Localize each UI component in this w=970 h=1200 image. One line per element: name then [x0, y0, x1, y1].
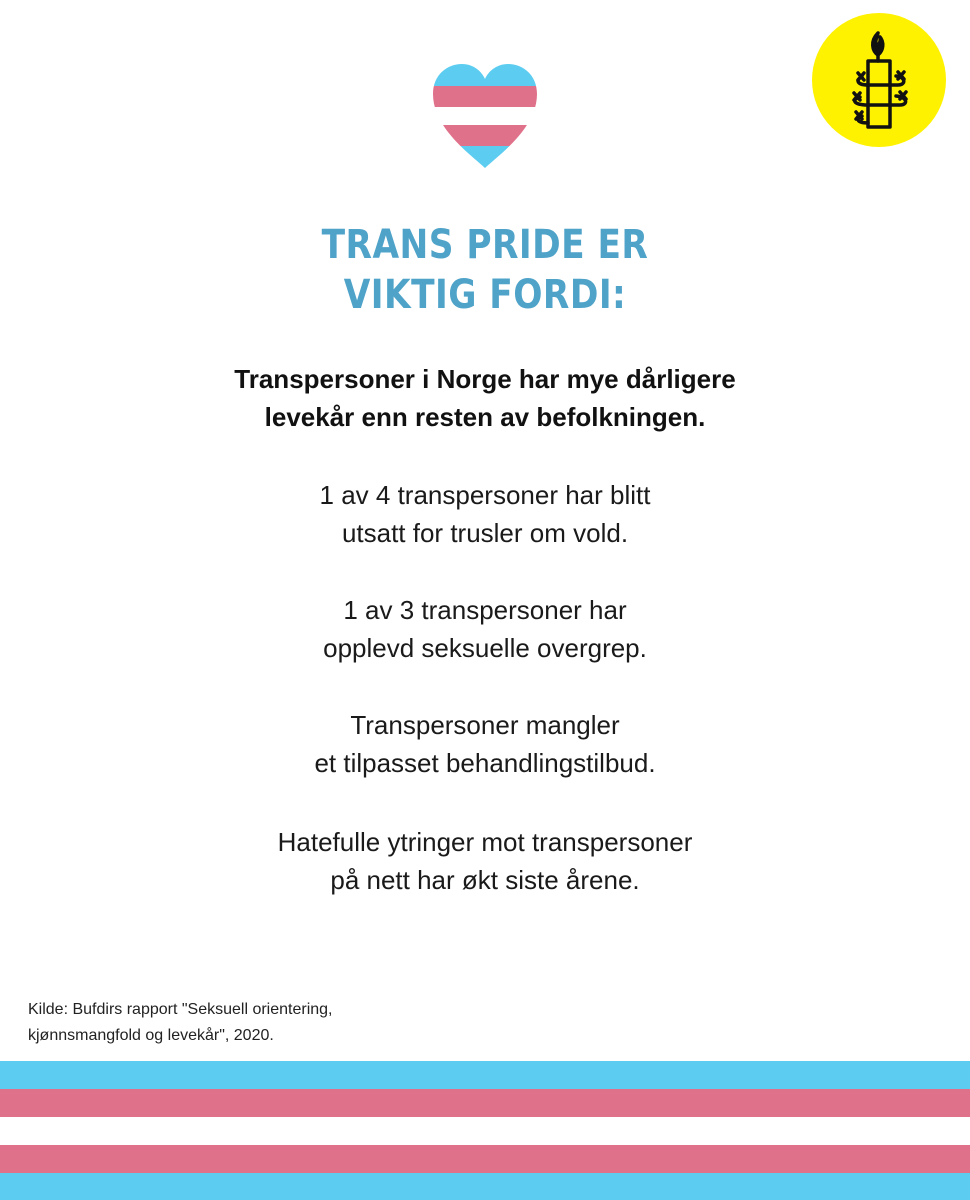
source-citation	[28, 997, 333, 1049]
title-line-2: VIKTIG FORDI:	[343, 272, 627, 318]
fact-line-1: 1 av 4 transpersoner har blitt	[319, 480, 651, 510]
fact-assault	[0, 591, 970, 667]
fact-line-1: Hatefulle ytringer mot transpersoner	[277, 827, 693, 857]
page-title	[68, 220, 902, 320]
lead-line-1: Transpersoner i Norge har mye dårligere	[234, 364, 736, 394]
fact-threats	[0, 476, 970, 552]
trans-flag-heart-icon	[430, 62, 540, 170]
trans-flag-banner	[0, 1061, 970, 1200]
fact-hate-speech	[0, 823, 970, 899]
source-line-2: kjønnsmangfold og levekår", 2020.	[28, 1027, 274, 1044]
fact-line-1: 1 av 3 transpersoner har	[343, 595, 627, 625]
fact-line-2: utsatt for trusler om vold.	[341, 518, 629, 548]
lead-line-2: levekår enn resten av befolkningen.	[264, 402, 706, 432]
fact-treatment	[0, 706, 970, 782]
flag-stripe-white	[0, 1117, 970, 1145]
flag-stripe-blue	[0, 1173, 970, 1200]
flag-stripe-blue	[0, 1061, 970, 1089]
title-line-1: TRANS PRIDE ER	[321, 222, 649, 268]
flag-stripe-pink	[0, 1089, 970, 1117]
fact-line-1: Transpersoner mangler	[350, 710, 620, 740]
candle-barbed-wire-logo	[812, 13, 946, 147]
fact-line-2: opplevd seksuelle overgrep.	[323, 633, 647, 663]
lead-statement	[0, 360, 970, 436]
fact-line-2: et tilpasset behandlingstilbud.	[314, 748, 656, 778]
fact-line-2: på nett har økt siste årene.	[330, 865, 640, 895]
flag-stripe-pink	[0, 1145, 970, 1173]
source-line-1: Kilde: Bufdirs rapport "Seksuell orientering,	[28, 1001, 333, 1018]
